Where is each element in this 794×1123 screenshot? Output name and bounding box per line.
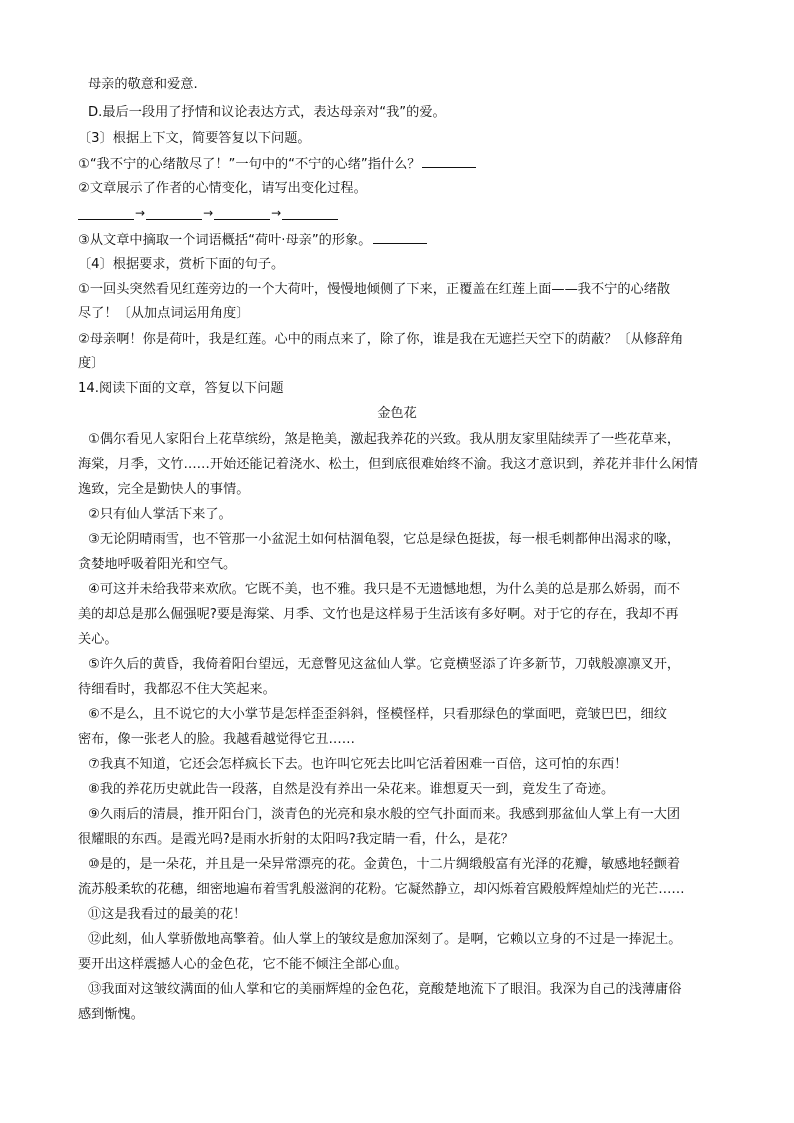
paragraph-9-line-2: 很耀眼的东西。是霞光吗?是雨水折射的太阳吗?我定睛一看，什么，是花？ bbox=[78, 832, 514, 847]
paragraph-1-line-2: 海棠，月季，文竹……开始还能记着浇水、松土，但到底很难始终不渝。我这才意识到，养花并非什么闲情 bbox=[78, 457, 698, 472]
arrow-icon: → bbox=[203, 206, 214, 220]
answer-blank[interactable] bbox=[78, 207, 134, 220]
paragraph-12-line-2: 要开出这样震撼人心的金色花，它不能不倾注全部心血。 bbox=[78, 957, 408, 972]
question-3-2: ②文章展示了作者的心情变化，请写出变化过程。 bbox=[78, 181, 367, 196]
paragraph-7: ⑦我真不知道，它还会怎样疯长下去。也许叫它死去比叫它活着困难一百倍，这可怕的东西！ bbox=[88, 757, 628, 772]
option-d: D.最后一段用了抒情和议论表达方式，表达母亲对“我”的爱。 bbox=[88, 105, 446, 120]
question-4-2-line-1: ②母亲啊！你是荷叶，我是红莲。心中的雨点来了，除了你，谁是我在无遮拦天空下的荫蔽？〔从修辞角 bbox=[78, 332, 684, 347]
paragraph-8: ⑧我的养花历史就此告一段落，自然是没有养出一朵花来。谁想夏天一到，竟发生了奇迹。 bbox=[88, 782, 615, 797]
question-4-1-line-1: ①一回头突然看见红莲旁边的一个大荷叶，慢慢地倾侧了下来，正覆盖在红莲上面——我不宁的心绪散 bbox=[78, 282, 671, 297]
paragraph-10-line-2: 流苏般柔软的花穗，细密地遍布着雪乳般滋润的花粉。它凝然静立，却闪烁着宫殿般辉煌灿烂的光芒…… bbox=[78, 882, 685, 897]
arrow-icon: → bbox=[135, 206, 146, 220]
question-3-1-text: ①“我不宁的心绪散尽了！”一句中的“不宁的心绪”指什么？ bbox=[78, 157, 421, 172]
question-14-heading: 14.阅读下面的文章，答复以下问题 bbox=[78, 381, 284, 396]
answer-blank[interactable] bbox=[282, 207, 338, 220]
paragraph-4-line-1: ④可这并未给我带来欢欣。它既不美，也不雅。我只是不无遗憾地想，为什么美的总是那么娇弱，而不 bbox=[88, 582, 681, 597]
paragraph-2: ②只有仙人掌活下来了。 bbox=[88, 507, 232, 522]
answer-blank[interactable] bbox=[214, 207, 270, 220]
paragraph-5-line-1: ⑤许久后的黄昏，我倚着阳台望远，无意瞥见这盆仙人掌。它竟横竖添了许多新节，刀戟般凛凛叉开， bbox=[88, 657, 681, 672]
paragraph-4-line-3: 关心。 bbox=[78, 632, 118, 647]
paragraph-3-line-1: ③无论阴晴雨雪，也不管那一小盆泥土如何枯涸龟裂，它总是绿色挺拔，每一根毛刺都伸出渴求的喙， bbox=[88, 532, 681, 547]
paragraph-1-line-3: 逸致，完全是勤快人的事情。 bbox=[78, 482, 250, 497]
article-title: 金色花 bbox=[377, 406, 417, 421]
question-3-3 bbox=[78, 231, 728, 249]
paragraph-5-line-2: 待细看时，我都忍不住大笑起来。 bbox=[78, 682, 276, 697]
paragraph-4-line-2: 美的却总是那么倔强呢?要是海棠、月季、文竹也是这样易于生活该有多好啊。对于它的存在，我却不再 bbox=[78, 607, 679, 622]
paragraph-9-line-1: ⑨久雨后的清晨，推开阳台门，淡青色的光亮和泉水般的空气扑面而来。我感到那盆仙人掌上有一大团 bbox=[88, 807, 681, 822]
answer-blank[interactable] bbox=[146, 207, 202, 220]
paragraph-3-line-2: 贪婪地呼吸着阳光和空气。 bbox=[78, 557, 237, 572]
paragraph-11: ⑪这是我看过的最美的花！ bbox=[88, 907, 247, 922]
question-3-1 bbox=[78, 155, 728, 173]
paragraph-6-line-1: ⑥不是么，且不说它的大小掌节是怎样歪歪斜斜，怪模怪样，只看那绿色的掌面吧，竟皱巴巴，细纹 bbox=[88, 707, 667, 722]
answer-blank[interactable] bbox=[422, 155, 476, 168]
question-4-1-line-2: 尽了！〔从加点词运用角度〕 bbox=[78, 306, 250, 321]
question-3-heading: 〔3〕根据上下文，简要答复以下问题。 bbox=[78, 131, 311, 146]
question-4-heading: 〔4〕根据要求，赏析下面的句子。 bbox=[78, 257, 285, 272]
question-4-2-line-2: 度〕 bbox=[78, 356, 105, 371]
paragraph-6-line-2: 密布，像一张老人的脸。我越看越觉得它丑…… bbox=[78, 732, 355, 747]
question-continuation: 母亲的敬意和爱意. bbox=[88, 77, 198, 92]
paragraph-13-line-2: 感到惭愧。 bbox=[78, 1007, 144, 1022]
paragraph-12-line-1: ⑫此刻，仙人掌骄傲地高擎着。仙人掌上的皱纹是愈加深刻了。是啊，它赖以立身的不过是一捧泥土。 bbox=[88, 932, 682, 947]
question-3-3-text: ③从文章中摘取一个词语概括“荷叶·母亲”的形象。 bbox=[78, 233, 372, 248]
arrow-icon: → bbox=[271, 206, 282, 220]
paragraph-10-line-1: ⑩是的，是一朵花，并且是一朵异常漂亮的花。金黄色，十二片绸缎般富有光泽的花瓣，敏感地轻颤着 bbox=[88, 857, 681, 872]
change-process-blanks bbox=[78, 205, 728, 222]
answer-blank[interactable] bbox=[373, 231, 427, 244]
paragraph-13-line-1: ⑬我面对这皱纹满面的仙人掌和它的美丽辉煌的金色花，竟酸楚地流下了眼泪。我深为自己的浅薄庸俗 bbox=[88, 982, 682, 997]
paragraph-1-line-1: ①偶尔看见人家阳台上花草缤纷，煞是艳美，激起我养花的兴致。我从朋友家里陆续弄了一些花草来， bbox=[88, 432, 681, 447]
